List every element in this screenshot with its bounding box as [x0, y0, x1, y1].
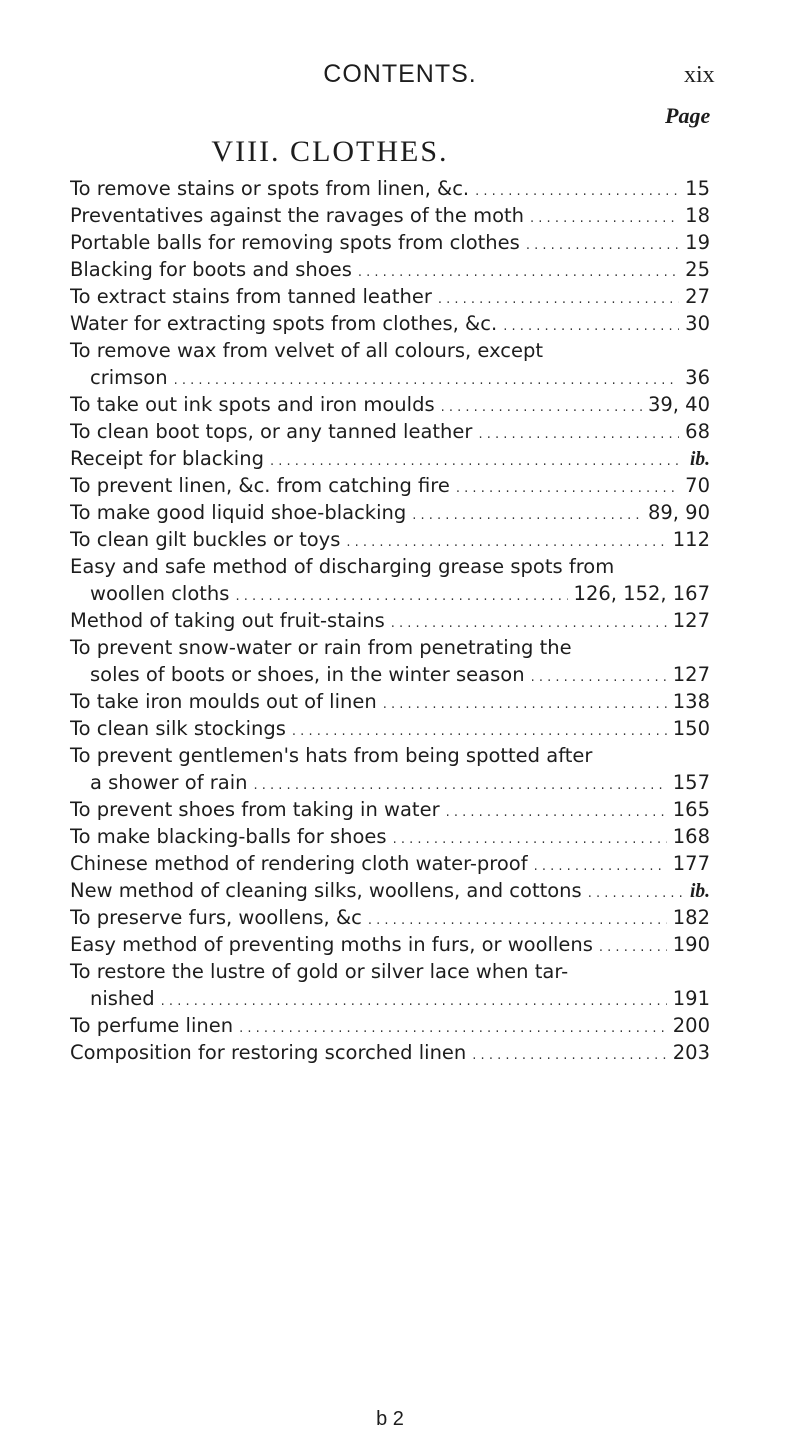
contents-entry	[70, 337, 710, 391]
entry-page-number: 36	[685, 366, 710, 389]
entry-page-number: 112	[672, 528, 710, 551]
entry-title: To make good liquid shoe-blacking	[70, 501, 407, 524]
dot-leader	[161, 985, 667, 1012]
entry-row	[70, 310, 710, 337]
dot-leader	[438, 283, 679, 310]
entry-page-number: 25	[685, 258, 710, 281]
entry-page-number: 27	[685, 285, 710, 308]
entry-title: To prevent linen, &c. from catching fire	[70, 474, 450, 497]
entry-row	[70, 1039, 710, 1066]
section-title-text: VIII. CLOTHES.	[211, 135, 449, 168]
dot-leader	[441, 391, 642, 418]
entry-row	[70, 580, 710, 607]
entry-title: Chinese method of rendering cloth water-proof	[70, 852, 528, 875]
entry-page-number: 68	[685, 420, 710, 443]
entry-title: To remove stains or spots from linen, &c.	[70, 177, 470, 200]
dot-leader	[391, 607, 667, 634]
dot-leader	[526, 229, 679, 256]
entry-page-number: 30	[685, 312, 710, 335]
entry-page-number: 190	[672, 933, 710, 956]
dot-leader	[358, 256, 679, 283]
entry-row	[70, 364, 710, 391]
dot-leader	[383, 688, 667, 715]
entry-row	[70, 1012, 710, 1039]
contents-entry	[70, 715, 710, 742]
dot-leader	[534, 850, 667, 877]
entry-title: To preserve furs, woollens, &c	[70, 906, 362, 929]
entry-title: To clean silk stockings	[70, 717, 286, 740]
entry-row	[70, 688, 710, 715]
contents-entry	[70, 958, 710, 1012]
entry-row	[70, 202, 710, 229]
entry-title: Water for extracting spots from clothes, &c.	[70, 312, 498, 335]
entry-page-number: 19	[685, 231, 710, 254]
entry-row	[70, 931, 710, 958]
entry-row	[70, 661, 710, 688]
entry-row	[70, 175, 710, 202]
entry-row	[70, 796, 710, 823]
contents-entry	[70, 553, 710, 607]
contents-entry	[70, 256, 710, 283]
entry-row	[70, 904, 710, 931]
dot-leader	[235, 580, 567, 607]
dot-leader	[531, 661, 667, 688]
dot-leader	[599, 931, 667, 958]
dot-leader	[346, 526, 666, 553]
contents-entry	[70, 202, 710, 229]
dot-leader	[239, 1012, 667, 1039]
entry-row	[70, 607, 710, 634]
contents-entry	[70, 418, 710, 445]
contents-entry	[70, 931, 710, 958]
entry-page-number: 126, 152, 167	[573, 582, 710, 605]
entry-row	[70, 769, 710, 796]
entry-page-number: 138	[672, 690, 710, 713]
contents-entry	[70, 391, 710, 418]
contents-entry	[70, 283, 710, 310]
entry-page-number: 70	[685, 474, 710, 497]
entry-row	[70, 499, 710, 526]
dot-leader	[368, 904, 667, 931]
entry-row	[70, 445, 710, 472]
contents-list	[70, 175, 710, 1066]
entry-page-number: 127	[672, 663, 710, 686]
contents-entry	[70, 607, 710, 634]
entry-title: New method of cleaning silks, woollens, and cottons	[70, 879, 582, 902]
entry-title: woollen cloths	[90, 582, 230, 605]
entry-row	[70, 877, 710, 904]
dot-leader	[456, 472, 679, 499]
contents-entry	[70, 1012, 710, 1039]
contents-entry	[70, 310, 710, 337]
entry-title: To perfume linen	[70, 1014, 234, 1037]
entry-row	[70, 823, 710, 850]
dot-leader	[446, 796, 667, 823]
entry-title: To make blacking-balls for shoes	[70, 825, 387, 848]
entry-title: Composition for restoring scorched linen	[70, 1041, 467, 1064]
dot-leader	[412, 499, 642, 526]
dot-leader	[292, 715, 667, 742]
dot-leader	[174, 364, 680, 391]
contents-entry	[70, 526, 710, 553]
entry-row	[70, 985, 710, 1012]
entry-title: Receipt for blacking	[70, 447, 264, 470]
entry-page-number: 15	[685, 177, 710, 200]
entry-title: Blacking for boots and shoes	[70, 258, 352, 281]
contents-entry	[70, 904, 710, 931]
entry-page-number: 127	[672, 609, 710, 632]
entry-row	[70, 229, 710, 256]
entry-page-number: 203	[672, 1041, 710, 1064]
contents-entry	[70, 823, 710, 850]
contents-entry	[70, 175, 710, 202]
signature-mark-text: b 2	[376, 1408, 404, 1430]
entry-row	[70, 391, 710, 418]
entry-title: To prevent shoes from taking in water	[70, 798, 440, 821]
entry-title: soles of boots or shoes, in the winter season	[90, 663, 525, 686]
contents-entry	[70, 229, 710, 256]
entry-page-number: 191	[672, 987, 710, 1010]
entry-title: a shower of rain	[90, 771, 248, 794]
entry-title: To take iron moulds out of linen	[70, 690, 377, 713]
entry-title: To extract stains from tanned leather	[70, 285, 432, 308]
contents-entry	[70, 499, 710, 526]
entry-title: Preventatives against the ravages of the moth	[70, 204, 525, 227]
entry-page-number: 177	[672, 852, 710, 875]
entry-title-first-line: Easy and safe method of discharging grease spots from	[70, 555, 615, 578]
dot-leader	[478, 418, 679, 445]
entry-row	[70, 715, 710, 742]
contents-entry	[70, 850, 710, 877]
entry-row	[70, 283, 710, 310]
entry-page-number: 165	[672, 798, 710, 821]
entry-title: nished	[90, 987, 155, 1010]
contents-entry	[70, 1039, 710, 1066]
dot-leader	[503, 310, 679, 337]
contents-entry	[70, 472, 710, 499]
contents-entry	[70, 877, 710, 904]
dot-leader	[588, 877, 684, 904]
entry-title-first-line: To restore the lustre of gold or silver lace when tar-	[70, 960, 569, 983]
contents-entry	[70, 742, 710, 796]
entry-page-number: 18	[685, 204, 710, 227]
dot-leader	[530, 202, 679, 229]
page-header	[0, 60, 800, 100]
entry-title-first-line: To prevent gentlemen's hats from being spotted after	[70, 744, 593, 767]
entry-page-number: 150	[672, 717, 710, 740]
entry-row	[70, 526, 710, 553]
entry-page-number: 39, 40	[647, 393, 710, 416]
entry-title: crimson	[90, 366, 168, 389]
entry-row	[70, 256, 710, 283]
entry-page-number: 157	[672, 771, 710, 794]
entry-title: To clean gilt buckles or toys	[70, 528, 341, 551]
entry-page-number: 168	[672, 825, 710, 848]
signature-mark	[0, 1408, 800, 1431]
entry-page-number: 89, 90	[647, 501, 710, 524]
dot-leader	[472, 1039, 666, 1066]
dot-leader	[270, 445, 684, 472]
dot-leader	[475, 175, 679, 202]
entry-title-first-line: To remove wax from velvet of all colours, except	[70, 339, 544, 362]
entry-title: Easy method of preventing moths in furs, or woollens	[70, 933, 593, 956]
running-title: CONTENTS.	[323, 60, 477, 88]
entry-title: Portable balls for removing spots from clothes	[70, 231, 520, 254]
entry-page-number: 200	[672, 1014, 710, 1037]
dot-leader	[393, 823, 667, 850]
entry-title: To clean boot tops, or any tanned leather	[70, 420, 473, 443]
contents-entry	[70, 445, 710, 472]
entry-page-number: ib.	[689, 881, 710, 902]
dot-leader	[254, 769, 667, 796]
contents-entry	[70, 634, 710, 688]
folio-number: xix	[684, 62, 715, 88]
section-title	[0, 135, 800, 169]
page-column-label: Page	[665, 103, 711, 128]
entry-page-number: 182	[672, 906, 710, 929]
entry-row	[70, 472, 710, 499]
contents-entry	[70, 796, 710, 823]
entry-title: To take out ink spots and iron moulds	[70, 393, 435, 416]
contents-entry	[70, 688, 710, 715]
entry-title-first-line: To prevent snow-water or rain from penetrating the	[70, 636, 572, 659]
entry-page-number: ib.	[689, 449, 710, 470]
entry-row	[70, 418, 710, 445]
entry-title: Method of taking out fruit-stains	[70, 609, 385, 632]
entry-row	[70, 850, 710, 877]
